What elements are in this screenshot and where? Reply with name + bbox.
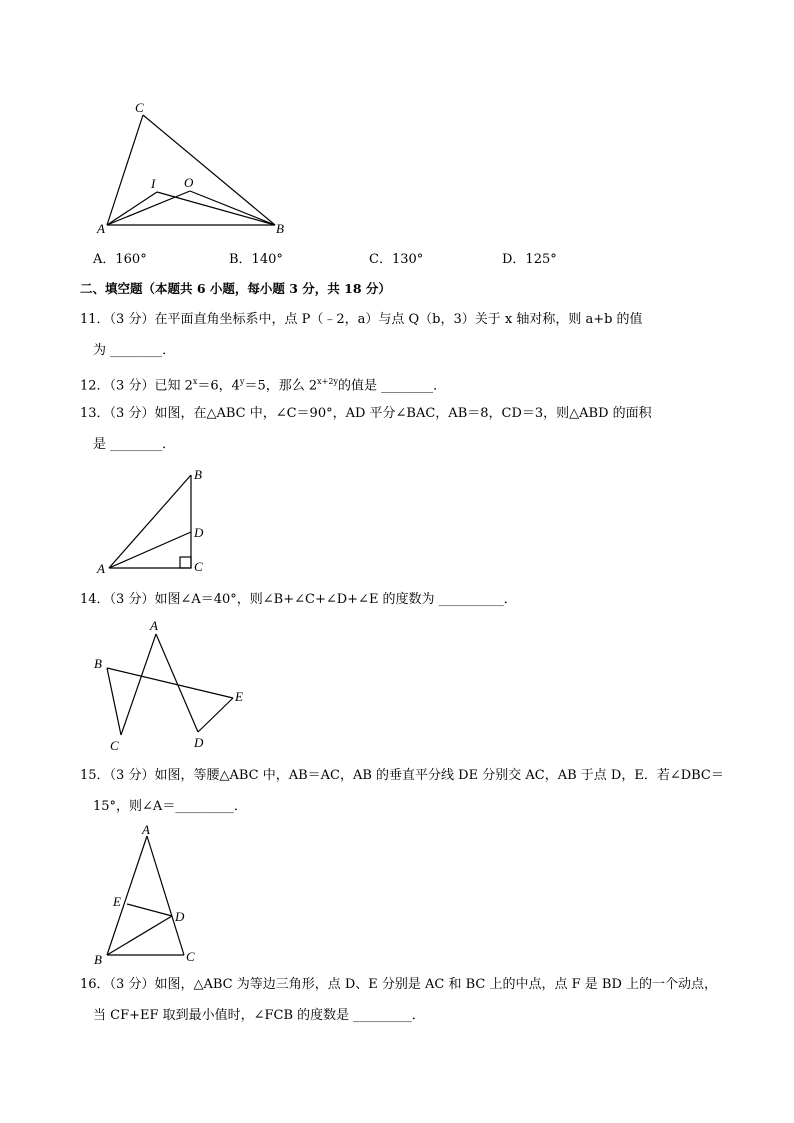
segment-AI — [107, 192, 157, 225]
segment-OB — [190, 191, 275, 225]
segment-CA — [121, 634, 156, 735]
q12-prefix: 12．（3 分）已知 2 — [80, 378, 193, 394]
segment-AO — [107, 191, 190, 225]
label-C: C — [110, 738, 119, 753]
label-I: I — [151, 176, 156, 191]
label-B: B — [194, 467, 202, 482]
right-triangle-diagram — [96, 465, 216, 575]
figure-q15 — [92, 822, 212, 967]
segment-DE — [198, 698, 233, 732]
q12-line — [80, 373, 446, 395]
segment-BC — [107, 668, 121, 735]
label-B: B — [94, 952, 102, 967]
label-A: A — [97, 561, 105, 576]
segment-AB — [109, 475, 191, 568]
q16-line2: 当 CF+EF 取到最小值时，∠FCB 的度数是 _________． — [93, 1008, 425, 1023]
q12-suffix: 的值是 ________． — [337, 378, 447, 394]
label-C: C — [194, 559, 203, 574]
triangle-diagram — [95, 95, 295, 240]
segment-BD — [107, 916, 172, 955]
label-E: E — [113, 894, 121, 909]
q15-line1: 15．（3 分）如图，等腰△ABC 中，AB＝AC，AB 的垂直平分线 DE 分别交 AC，AB 于点 D，E．若∠DBC＝ — [80, 768, 724, 783]
q12-exp-x2y: x+2y — [317, 377, 338, 386]
label-D: D — [194, 525, 204, 540]
label-B: B — [276, 221, 284, 236]
label-A: A — [142, 822, 150, 837]
segment-AC — [147, 836, 184, 955]
label-A: A — [150, 618, 158, 633]
segment-CB — [143, 115, 275, 225]
segment-ED — [127, 904, 172, 916]
section-heading: 二、填空题（本题共 6 小题，每小题 3 分，共 18 分） — [80, 281, 391, 296]
label-E: E — [235, 689, 243, 704]
label-O: O — [184, 175, 194, 190]
q12-mid2: ＝5，那么 2 — [244, 378, 318, 394]
q11-line2: 为 ________． — [93, 343, 176, 358]
star-shape-diagram — [90, 618, 255, 758]
option-d: D．125° — [502, 252, 557, 267]
segment-AD — [109, 532, 191, 568]
q12-exp-y: y — [239, 377, 245, 386]
figure-q13 — [96, 465, 216, 575]
option-c: C．130° — [369, 252, 424, 267]
label-D: D — [194, 735, 204, 750]
label-B: B — [94, 656, 102, 671]
q13-line2: 是 ________． — [93, 437, 176, 452]
q14-line1: 14．（3 分）如图∠A＝40°，则∠B+∠C+∠D+∠E 的度数为 __________． — [80, 592, 517, 607]
label-C: C — [186, 949, 195, 964]
segment-AC — [107, 115, 143, 225]
label-A: A — [97, 221, 105, 236]
figure-q10 — [95, 95, 295, 240]
q12-exp-x: x — [192, 377, 198, 386]
label-D: D — [175, 909, 185, 924]
segment-EB — [107, 668, 233, 698]
q15-line2: 15°，则∠A＝_________． — [93, 799, 247, 814]
figure-q14 — [90, 618, 255, 758]
q16-line1: 16．（3 分）如图，△ABC 为等边三角形，点 D、E 分别是 AC 和 BC 上的中点，点 F 是 BD 上的一个动点， — [80, 977, 718, 992]
isosceles-triangle-diagram — [92, 822, 212, 967]
label-C: C — [135, 100, 144, 115]
option-b: B．140° — [229, 252, 283, 267]
segment-AD — [156, 634, 198, 732]
q11-line1: 11．（3 分）在平面直角坐标系中，点 P（﹣2，a）与点 Q（b，3）关于 x 轴对称，则 a+b 的值 — [80, 312, 643, 327]
q12-mid1: ＝6，4 — [197, 378, 240, 394]
right-angle-mark — [180, 557, 191, 568]
option-a: A．160° — [93, 252, 147, 267]
q13-line1: 13．（3 分）如图，在△ABC 中，∠C＝90°，AD 平分∠BAC，AB＝8，CD＝3，则△ABD 的面积 — [80, 406, 652, 421]
